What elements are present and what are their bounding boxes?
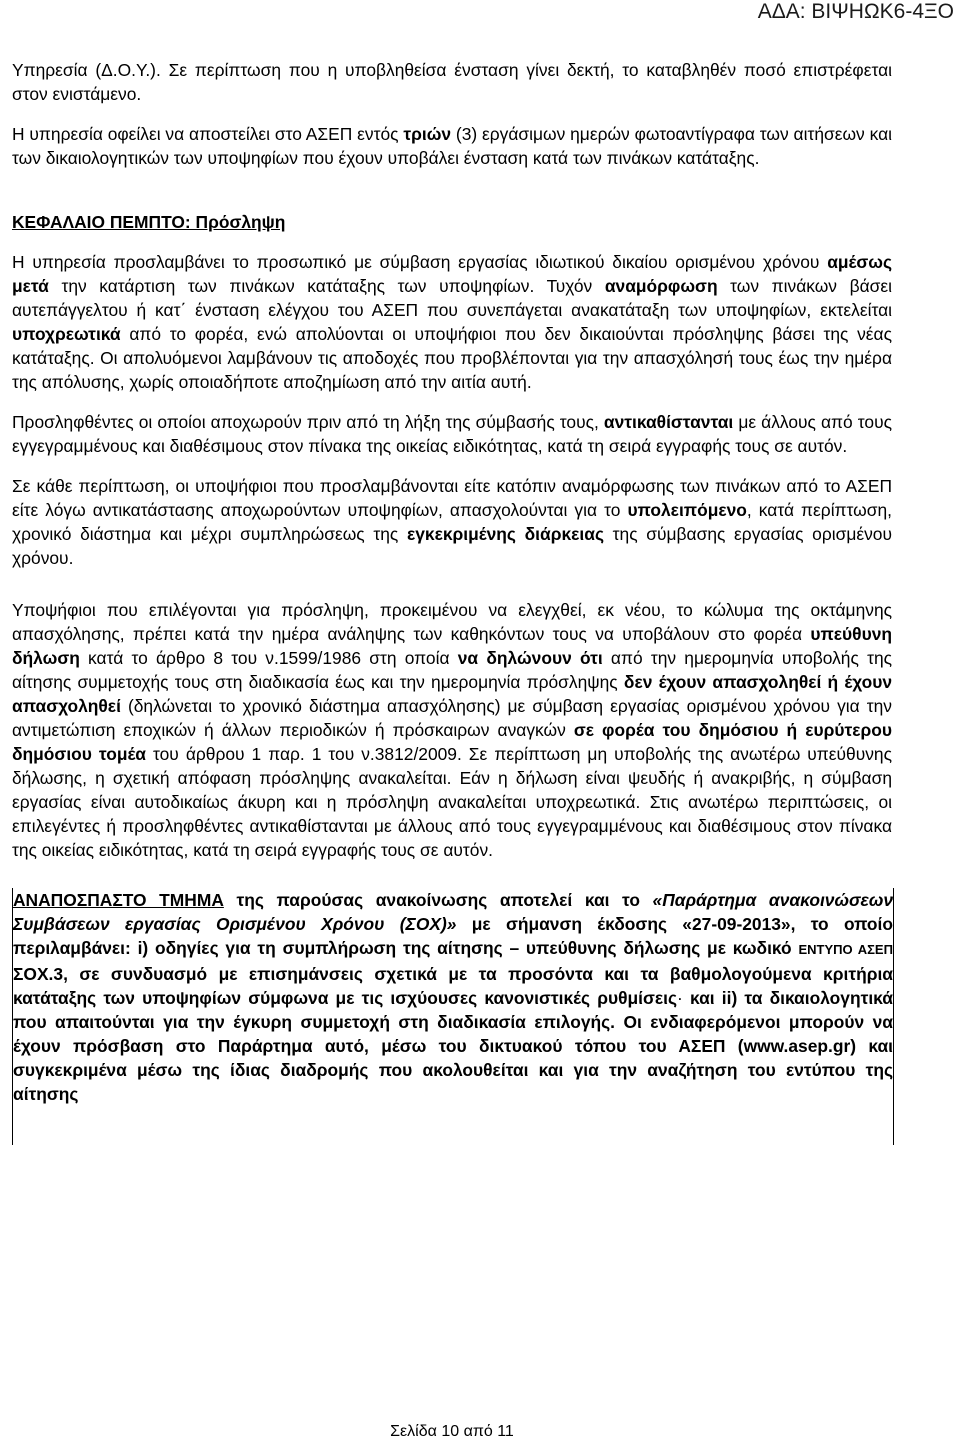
annex-title: ΑΝΑΠΟΣΠΑΣΤΟ ΤΜΗΜΑ bbox=[13, 890, 224, 910]
emphasis: αμέσως μετά bbox=[12, 252, 892, 296]
text: κατά το άρθρο 8 του ν.1599/1986 στη οποία bbox=[79, 648, 458, 668]
text: Υποψήφιοι που επιλέγονται για πρόσληψη, προκειμένου να ελεγχθεί, εκ νέου, το κώλυμα της οκτάμηνης απασχόλησης, πρέπει κατά την ημέρα ανάληψης των καθηκόντων τους να υποβάλουν στο φορέα bbox=[12, 600, 892, 644]
text: την κατάρτιση των πινάκων κατάταξης των υποψηφίων. Τυχόν bbox=[48, 276, 605, 296]
text: της σύμβασης εργασίας ορισμένου χρόνου. bbox=[12, 524, 892, 568]
paragraph-refund: Υπηρεσία (Δ.Ο.Υ.). Σε περίπτωση που η υποβληθείσα ένσταση γίνει δεκτή, το καταβληθέν ποσό επιστρέφεται στον ενιστάμενο. bbox=[12, 60, 892, 104]
text: ΣΟΧ.3, σε συνδυασμό με επισημάνσεις σχετικά με τα προσόντα και τα βαθμολογούμενα κριτήρια κατάταξης των υποψηφίων σύμφωνα με τις ισχύουσες κανονιστικές ρυθμίσεις bbox=[13, 964, 893, 1008]
emphasis: υπεύθυνη δήλωση bbox=[12, 624, 892, 668]
ada-code: ΑΔΑ: ΒΙΨΗΩΚ6-4ΞΟ bbox=[757, 0, 954, 23]
text: Προσληφθέντες οι οποίοι αποχωρούν πριν από τη λήξη της σύμβασής τους, bbox=[12, 412, 604, 432]
page-number: Σελίδα 10 από 11 bbox=[390, 1423, 514, 1440]
paragraph-declaration bbox=[12, 598, 892, 862]
paragraph-remaining-period bbox=[12, 474, 892, 570]
emphasis: υπολειπόμενο bbox=[627, 500, 747, 520]
text: Σε κάθε περίπτωση, οι υποψήφιοι που προσλαμβάνονται είτε κατόπιν αναμόρφωσης των πινάκων από το ΑΣΕΠ είτε λόγω αντικατάστασης αποχωρούντων υποψηφίων, απασχολούνται για το bbox=[12, 476, 892, 520]
text: Η υπηρεσία προσλαμβάνει το προσωπικό με σύμβαση εργασίας ιδιωτικού δικαίου ορισμένου χρόνου bbox=[12, 252, 828, 272]
emphasis: αναμόρφωση bbox=[604, 276, 718, 296]
emphasis: τριών bbox=[403, 124, 452, 144]
document-body bbox=[12, 58, 892, 1145]
text: του άρθρου 1 παρ. 1 του ν.3812/2009. Σε περίπτωση μη υποβολής της ανωτέρω υπεύθυνης δήλωσης, η σχετική απόφαση πρόσληψης ανακαλείται. Εάν η δήλωση είναι ψευδής ή ανακριβής, η σύμβαση εργασίας είναι αυτοδικαίως άκυρη και η πρόσληψη ανακαλείται υποχρεωτικά. Στις ανωτέρω περιπτώσεις, οι επιλεγέντες ή προσληφθέντες αντικαθίστανται με άλλους από τους εγγεγραμμένους και διαθέσιμους στον πίνακα της οικείας ειδικότητας, κατά τη σειρά εγγραφής τους σε αυτόν. bbox=[12, 744, 892, 860]
paragraph-hiring bbox=[12, 250, 892, 394]
text: και ii) τα δικαιολογητικά που απαιτούνται για την έγκυρη συμμετοχή στη διαδικασία επιλογής. Οι ενδιαφερόμενοι μπορούν να έχουν πρόσβαση στο Παράρτημα αυτό, μέσω του δικτυακού τόπου του ΑΣΕΠ (www.asep.gr) και συγκεκριμένα μέσω της ίδιας διαδρομής που ακολουθείται και για την αναζήτηση του εντύπου της αίτησης bbox=[13, 988, 893, 1104]
annex-notice-box bbox=[12, 888, 894, 1145]
form-code: ΕΝΤΥΠΟ ΑΣΕΠ bbox=[798, 942, 893, 957]
paragraph-replacement bbox=[12, 410, 892, 458]
text: με άλλους από τους εγγεγραμμένους και διαθέσιμους στον πίνακα της οικείας ειδικότητας, κατά τη σειρά εγγραφής τους σε αυτόν. bbox=[12, 412, 892, 456]
text: των πινάκων βάσει αυτεπάγγελτου ή κατ΄ ένσταση ελέγχου του ΑΣΕΠ που συνεπάγεται ανακατάταξη των υποψηφίων, εκτελείται bbox=[12, 276, 892, 320]
emphasis: δεν έχουν απασχοληθεί ή έχουν απασχοληθεί bbox=[12, 672, 893, 716]
emphasis: σε φορέα του δημόσιου ή ευρύτερου δημόσιου τομέα bbox=[12, 720, 892, 764]
text: (3) εργάσιμων ημερών φωτοαντίγραφα των αιτήσεων και των δικαιολογητικών των υποψηφίων που έχουν υποβάλει ένσταση κατά των πινάκων κατάταξης. bbox=[12, 124, 892, 168]
emphasis: εγκεκριμένης διάρκειας bbox=[406, 524, 604, 544]
emphasis: αντικαθίστανται bbox=[603, 412, 734, 432]
paragraph-send-copies bbox=[12, 122, 892, 170]
text: της παρούσας ανακοίνωσης αποτελεί και το bbox=[223, 890, 653, 910]
annex-name: «Παράρτημα ανακοινώσεων Συμβάσεων εργασίας Ορισμένου Χρόνου (ΣΟΧ)» bbox=[13, 890, 894, 934]
annex-notice-text bbox=[13, 888, 893, 1106]
text: (δηλώνεται το χρονικό διάστημα απασχόλησης) με σύμβαση εργασίας ορισμένου χρόνου για την αντιμετώπιση εποχικών ή άλλων περιοδικών ή πρόσκαιρων αναγκών bbox=[12, 696, 892, 740]
text: Η υπηρεσία οφείλει να αποστείλει στο ΑΣΕΠ εντός bbox=[12, 124, 404, 144]
separator: · bbox=[677, 988, 683, 1008]
emphasis: να δηλώνουν ότι bbox=[457, 648, 603, 668]
emphasis: υποχρεωτικά bbox=[12, 324, 121, 344]
chapter-heading: ΚΕΦΑΛΑΙΟ ΠΕΜΠΤΟ: Πρόσληψη bbox=[12, 212, 286, 232]
text: με σήμανση έκδοσης «27-09-2013», το οποίο περιλαμβάνει: i) οδηγίες για τη συμπλήρωση της αίτησης – υπεύθυνης δήλωσης με κωδικό bbox=[13, 914, 894, 958]
text: από το φορέα, ενώ απολύονται οι υποψήφιοι που δεν δικαιούνται πρόσληψης βάσει της νέας κατάταξης. Οι απολυόμενοι λαμβάνουν τις αποδοχές που προβλέπονται για την απασχόλησή τους έως την ημέρα της απόλυσης, χωρίς οποιαδήποτε αποζημίωση από την αιτία αυτή. bbox=[12, 324, 892, 392]
text: από την ημερομηνία υποβολής της αίτησης συμμετοχής τους στη διαδικασία έως και την ημερομηνία πρόσληψης bbox=[12, 648, 892, 692]
text: , κατά περίπτωση, χρονικό διάστημα και μέχρι συμπληρώσεως της bbox=[12, 500, 892, 544]
